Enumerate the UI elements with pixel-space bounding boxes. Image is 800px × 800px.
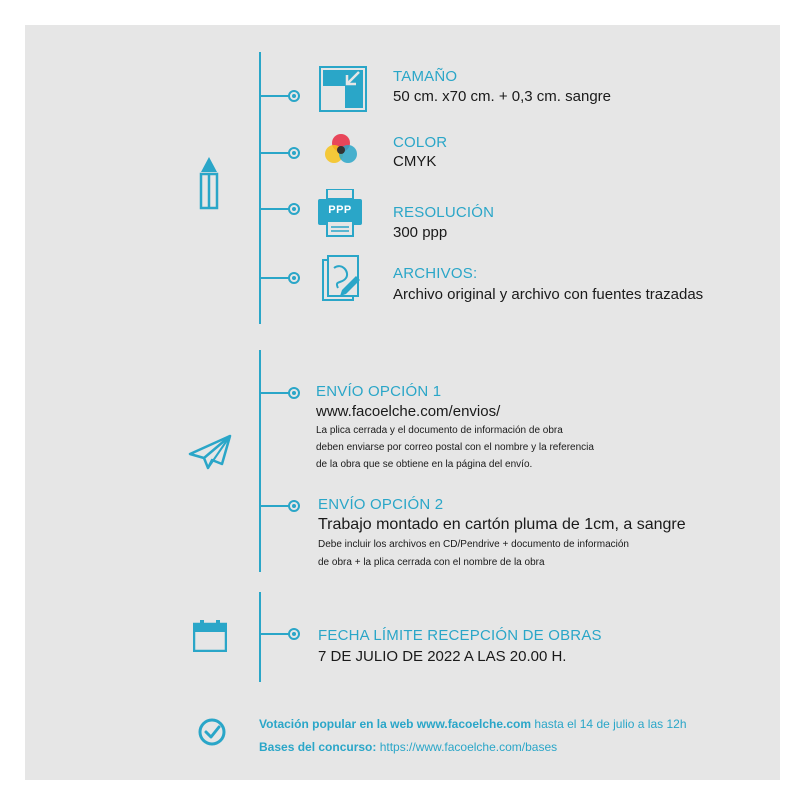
calendar-icon	[193, 620, 227, 652]
shipping-option2-title: ENVÍO OPCIÓN 2	[318, 496, 444, 513]
footer-bases-bold: Bases del concurso:	[259, 740, 377, 754]
size-icon	[319, 66, 367, 112]
deadline-title: FECHA LÍMITE RECEPCIÓN DE OBRAS	[318, 627, 602, 644]
shipping-option1-url: www.facoelche.com/envios/	[316, 403, 501, 420]
spec-bullet	[288, 90, 300, 102]
spec-value-files: Archivo original y archivo con fuentes trazadas	[393, 286, 704, 303]
deadline-value: 7 DE JULIO DE 2022 A LAS 20.00 H.	[318, 648, 567, 665]
footer-bases-line	[259, 740, 557, 754]
footer-vote-rest: hasta el 14 de julio a las 12h	[531, 717, 687, 731]
shipping-option2-subtitle: Trabajo montado en cartón pluma de 1cm, a sangre	[318, 516, 686, 533]
shipping-option1-desc-line: deben enviarse por correo postal con el nombre y la referencia	[316, 442, 594, 453]
spec-bullet	[288, 272, 300, 284]
specs-vertical-line	[259, 52, 261, 324]
check-circle-icon	[198, 718, 226, 746]
footer-vote-line	[259, 717, 687, 731]
shipping-bullet	[288, 387, 300, 399]
spec-bullet	[288, 147, 300, 159]
color-circles-icon	[323, 132, 359, 166]
spec-label-size: TAMAÑO	[393, 68, 458, 85]
spec-bullet	[288, 203, 300, 215]
deadline-bullet	[288, 628, 300, 640]
footer-vote-bold: Votación popular en la web www.facoelche.com	[259, 717, 532, 731]
file-edit-icon	[320, 254, 364, 304]
spec-label-resolution: RESOLUCIÓN	[393, 204, 495, 221]
shipping-option1-desc-line: La plica cerrada y el documento de información de obra	[316, 425, 563, 436]
shipping-bullet	[288, 500, 300, 512]
footer-bases-link[interactable]: https://www.facoelche.com/bases	[376, 740, 558, 754]
shipping-option1-title: ENVÍO OPCIÓN 1	[316, 383, 442, 400]
printer-ppp-label: PPP	[328, 204, 352, 216]
spec-label-color: COLOR	[393, 134, 448, 151]
spec-value-size: 50 cm. x70 cm. + 0,3 cm. sangre	[393, 88, 612, 105]
printer-ppp-icon	[318, 189, 362, 237]
shipping-vertical-line	[259, 350, 261, 572]
spec-label-files: ARCHIVOS:	[393, 265, 478, 282]
shipping-option2-desc-line: de obra + la plica cerrada con el nombre de la obra	[318, 557, 545, 568]
shipping-option1-desc-line: de la obra que se obtiene en la página del envío.	[316, 459, 533, 470]
spec-value-color: CMYK	[393, 153, 437, 170]
pencil-icon	[198, 156, 220, 210]
deadline-vertical-line	[259, 592, 261, 682]
paper-plane-icon	[188, 434, 232, 470]
spec-value-resolution: 300 ppp	[393, 224, 448, 241]
shipping-option2-desc-line: Debe incluir los archivos en CD/Pendrive + documento de información	[318, 539, 629, 550]
